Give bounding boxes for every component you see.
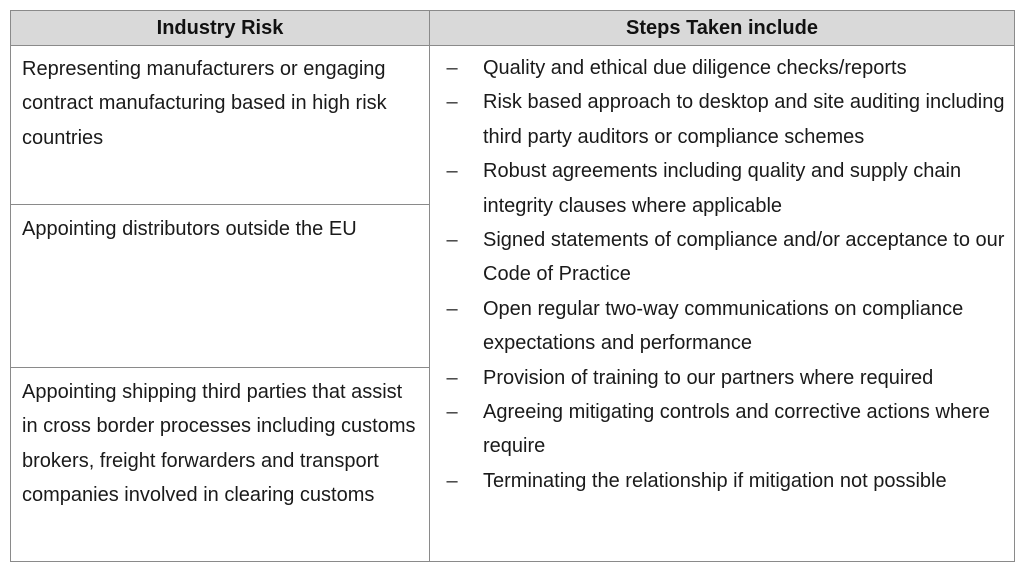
- list-item: [440, 361, 1010, 395]
- list-item: [440, 464, 1010, 498]
- step-text: Risk based approach to desktop and site auditing including third party auditors or compliance schemes: [483, 91, 1005, 148]
- list-item: [440, 395, 1010, 464]
- risk-cell-distributors: Appointing distributors outside the EU: [22, 218, 357, 240]
- column-divider: [429, 11, 430, 561]
- step-text: Open regular two-way communications on compliance expectations and performance: [483, 297, 964, 355]
- list-item: [440, 51, 1010, 85]
- list-item: [440, 154, 1010, 223]
- row-divider: [11, 367, 429, 368]
- step-text: Agreeing mitigating controls and corrective actions where require: [483, 401, 990, 458]
- steps-list: [440, 51, 1010, 498]
- list-item: [440, 223, 1010, 292]
- step-text: Terminating the relationship if mitigation not possible: [483, 469, 947, 492]
- step-text: Robust agreements including quality and supply chain integrity clauses where applicable: [483, 160, 962, 217]
- dash-bullet: –: [446, 57, 458, 79]
- step-text: Signed statements of compliance and/or acceptance to our Code of Practice: [483, 229, 1005, 286]
- dash-bullet: –: [446, 160, 458, 183]
- row-divider: [11, 204, 429, 205]
- dash-bullet: –: [446, 297, 458, 320]
- risk-cell-shipping: Appointing shipping third parties that assist in cross border processes including customs brokers, freight forwarders and transport companies involved in clearing customs: [22, 381, 416, 506]
- dash-bullet: –: [446, 91, 458, 114]
- header-industry-risk: Industry Risk: [156, 17, 284, 39]
- list-item: [440, 85, 1010, 154]
- risk-cell-manufacturers: Representing manufacturers or engaging contract manufacturing based in high risk countries: [22, 58, 387, 149]
- header-steps-taken: Steps Taken include: [626, 17, 818, 39]
- dash-bullet: –: [446, 469, 458, 492]
- risk-steps-table: [10, 10, 1015, 562]
- dash-bullet: –: [446, 229, 458, 252]
- dash-bullet: –: [446, 401, 458, 424]
- step-text: Provision of training to our partners where required: [483, 366, 934, 389]
- step-text: Quality and ethical due diligence checks/reports: [483, 57, 907, 79]
- table-header-row: [11, 11, 1014, 46]
- dash-bullet: –: [446, 366, 458, 389]
- list-item: [440, 292, 1010, 361]
